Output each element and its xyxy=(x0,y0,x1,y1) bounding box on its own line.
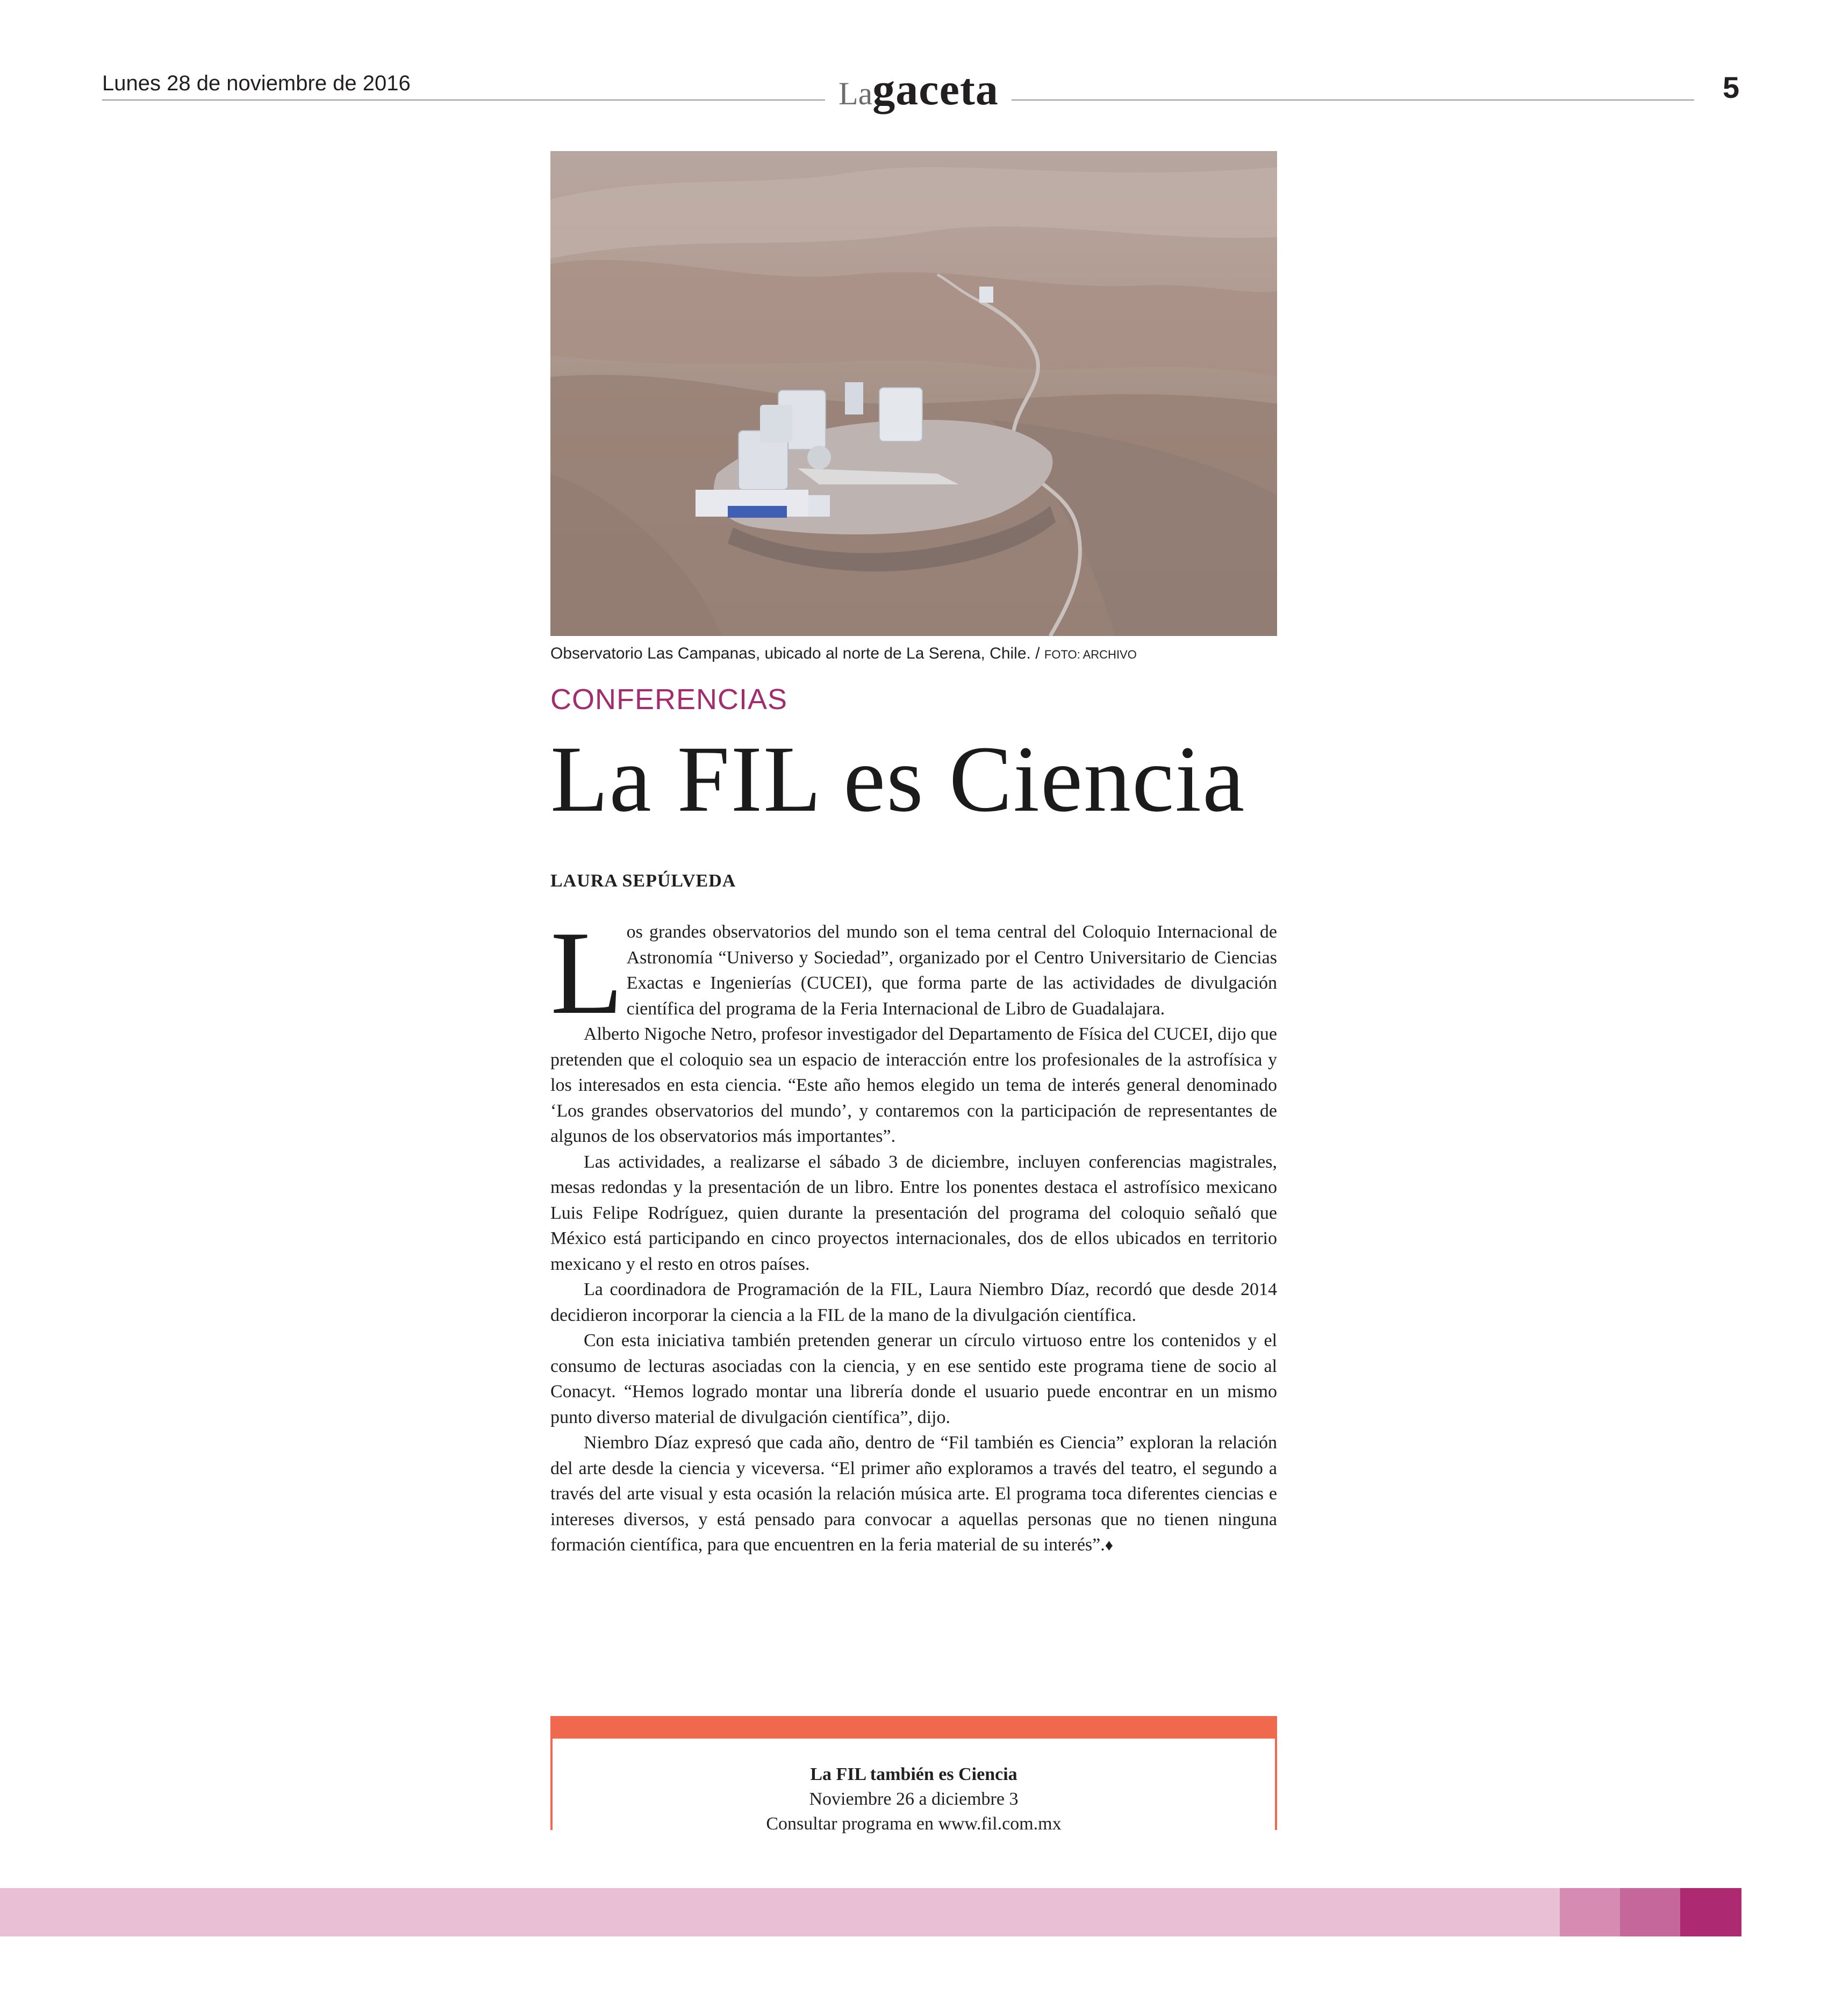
article-paragraph: Alberto Nigoche Netro, profesor investigador del Departamento de Física del CUCEI, dijo que pretenden que el coloquio sea un espacio de interacción entre los profesionales de la astrofísica y los interesados en esta ciencia. “Este año hemos elegido un tema de interés general denominado ‘Los grandes observatorios del mundo’, y contaremos con la participación de representantes de algunos de los observatorios más importantes”. xyxy=(550,1024,1277,1146)
masthead-logo xyxy=(838,63,999,116)
headline: La FIL es Ciencia xyxy=(550,727,1246,832)
header-rule-left xyxy=(102,99,825,101)
article-paragraph: La coordinadora de Programación de la FIL, Laura Niembro Díaz, recordó que desde 2014 decidieron incorporar la ciencia a la FIL de la mano de la divulgación científica. xyxy=(550,1279,1277,1325)
section-label: CONFERENCIAS xyxy=(550,683,788,716)
article-paragraph: Con esta iniciativa también pretenden generar un círculo virtuoso entre los contenidos y el consumo de lecturas asociadas con la ciencia, y en ese sentido este programa tiene de socio al Conacyt. “Hemos logrado montar una librería donde el usuario puede encontrar en un mismo punto diverso material de divulgación científica”, dijo. xyxy=(550,1331,1277,1427)
article-paragraph xyxy=(550,1430,1277,1559)
page-number: 5 xyxy=(1723,70,1740,104)
masthead-name: gaceta xyxy=(872,65,999,115)
photo-credit: FOTO: ARCHIVO xyxy=(1044,648,1137,661)
info-box-dates: Noviembre 26 a diciembre 3 xyxy=(809,1789,1019,1809)
masthead-prefix: La xyxy=(838,76,873,111)
article-paragraph xyxy=(550,907,1277,1039)
end-mark-icon: ♦ xyxy=(1105,1536,1114,1554)
footer-color-strip xyxy=(0,1888,1741,1936)
first-paragraph-text: os grandes observatorios del mundo son el tema central del Coloquio Internacional de Astronomía “Universo y Sociedad”, organizado por el Centro Universitario de Ciencias Exactas e Ingenierías (CUCEI), que forma parte de las actividades de divulgación científica del programa de la Feria Internacional de Libro de Guadalajara. xyxy=(626,922,1277,1019)
footer-block-2 xyxy=(1620,1888,1680,1936)
footer-block-1 xyxy=(1560,1888,1620,1936)
photo-caption xyxy=(550,643,1137,666)
caption-text: Observatorio Las Campanas, ubicado al norte de La Serena, Chile. / xyxy=(550,645,1040,662)
article-paragraph: Las actividades, a realizarse el sábado 3 de diciembre, incluyen conferencias magistrales, mesas redondas y la presentación de un libro. Entre los ponentes destaca el astrofísico mexicano Luis Felipe Rodríguez, quien durante la presentación del programa del coloquio señaló que México está participando en cinco proyectos internacionales, dos de ellos ubicados en territorio mexicano y el resto en otros países. xyxy=(550,1152,1277,1274)
info-box-bar xyxy=(550,1716,1277,1739)
article-body xyxy=(550,907,1277,1559)
observatory-photo xyxy=(550,151,1277,636)
info-box-title: La FIL también es Ciencia xyxy=(810,1764,1017,1784)
drop-cap: L xyxy=(550,907,623,1039)
footer-block-3 xyxy=(1680,1888,1741,1936)
header-rule-right xyxy=(1012,99,1694,101)
event-info-box xyxy=(550,1716,1277,1834)
info-box-text xyxy=(550,1762,1277,1836)
byline: LAURA SEPÚLVEDA xyxy=(550,871,736,891)
issue-date: Lunes 28 de noviembre de 2016 xyxy=(102,72,411,95)
last-paragraph-text: Niembro Díaz expresó que cada año, dentro de “Fil también es Ciencia” exploran la relación del arte desde la ciencia y viceversa. “El primer año exploramos a través del teatro, el segundo a través del arte visual y esta ocasión la relación música arte. El programa toca diferentes ciencias e intereses diversos, y está pensado para convocar a aquellas personas que no tienen ninguna formación científica, para que encuentren en la feria material de su interés”. xyxy=(550,1433,1277,1555)
info-box-link[interactable]: Consultar programa en www.fil.com.mx xyxy=(766,1814,1062,1834)
